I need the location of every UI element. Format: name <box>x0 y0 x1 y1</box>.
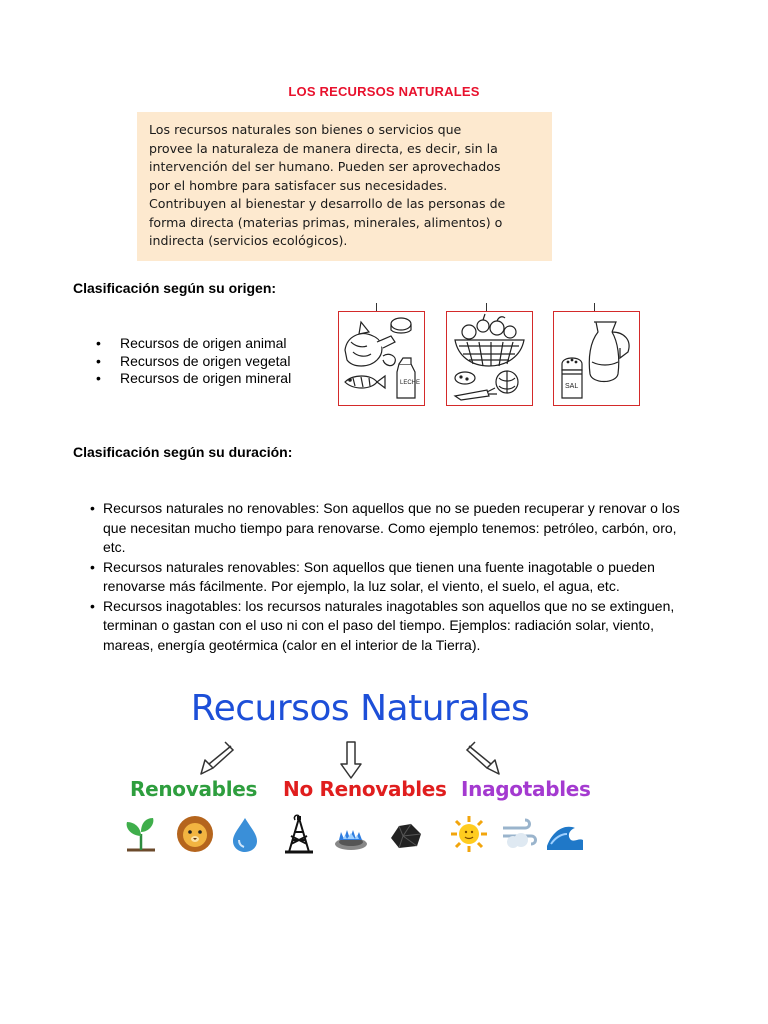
intro-text <box>149 121 544 251</box>
salt-label: SAL <box>565 383 579 390</box>
divider <box>486 303 487 311</box>
list-item: • Recursos naturales no renovables: Son aquellos que no se pueden recuperar y renovar o los que necesitan mucho tiempo para renovarse. Como ejemplo tenemos: petróleo, carbón, oro, etc. <box>90 499 700 558</box>
seedling-icon <box>121 814 161 854</box>
animal-illustration <box>339 312 424 405</box>
intro-line: indirecta (servicios ecológicos). <box>149 233 348 248</box>
duration-heading: Clasificación según su duración: <box>73 444 293 460</box>
arrow-down-left-icon <box>195 740 235 780</box>
intro-line: intervención del ser humano. Pueden ser aprovechados <box>149 159 501 174</box>
list-item: • Recursos inagotables: los recursos naturales inagotables son aquellos que no se extinguen, terminan o gastan con el uso ni con el paso del tiempo. Ejemplos: radiación solar, viento, mareas, energía geotérmica (calor en el interior de la Tierra). <box>90 597 700 656</box>
wave-icon <box>545 814 585 854</box>
intro-line: Los recursos naturales son bienes o servicios que <box>149 122 462 137</box>
oil-derrick-icon <box>279 814 319 854</box>
milk-label: LECHE <box>400 380 421 386</box>
page-title: LOS RECURSOS NATURALES <box>288 84 480 99</box>
intro-box <box>137 112 552 261</box>
list-item: • Recursos de origen animal <box>96 335 291 353</box>
wind-icon <box>499 814 539 854</box>
origin-heading: Clasificación según su origen: <box>73 280 277 296</box>
category-inagotables: Inagotables <box>461 777 591 801</box>
list-item: • Recursos de origen mineral <box>96 370 291 388</box>
mineral-illustration <box>554 312 639 405</box>
vegetal-resources-image <box>446 311 533 406</box>
intro-line: provee la naturaleza de manera directa, es decir, sin la <box>149 140 498 156</box>
sun-icon <box>449 814 489 854</box>
origin-list <box>96 335 291 388</box>
arrow-down-right-icon <box>465 740 505 780</box>
infographic <box>115 688 605 868</box>
list-item: • Recursos de origen vegetal <box>96 353 291 371</box>
vegetal-illustration <box>447 312 532 405</box>
mineral-resources-image <box>553 311 640 406</box>
infographic-title: Recursos Naturales <box>190 688 530 729</box>
intro-line: Contribuyen al bienestar y desarrollo de las personas de <box>149 196 506 211</box>
arrow-down-icon <box>331 740 371 780</box>
gas-flame-icon <box>331 814 371 854</box>
category-renovables: Renovables <box>130 777 258 801</box>
animal-resources-image <box>338 311 425 406</box>
intro-line: forma directa (materias primas, minerales, alimentos) o <box>149 214 503 230</box>
intro-line: por el hombre para satisfacer sus necesidades. <box>149 177 448 193</box>
list-item: • Recursos naturales renovables: Son aquellos que tienen una fuente inagotable o pueden renovarse más fácilmente. Por ejemplo, la luz solar, el viento, el suelo, el agua, etc. <box>90 558 700 597</box>
duration-list <box>90 499 700 655</box>
category-no-renovables: No Renovables <box>283 777 447 801</box>
water-drop-icon <box>225 814 265 854</box>
coal-icon <box>385 814 425 854</box>
divider <box>376 303 377 311</box>
divider <box>594 303 595 311</box>
lion-icon <box>175 814 215 854</box>
